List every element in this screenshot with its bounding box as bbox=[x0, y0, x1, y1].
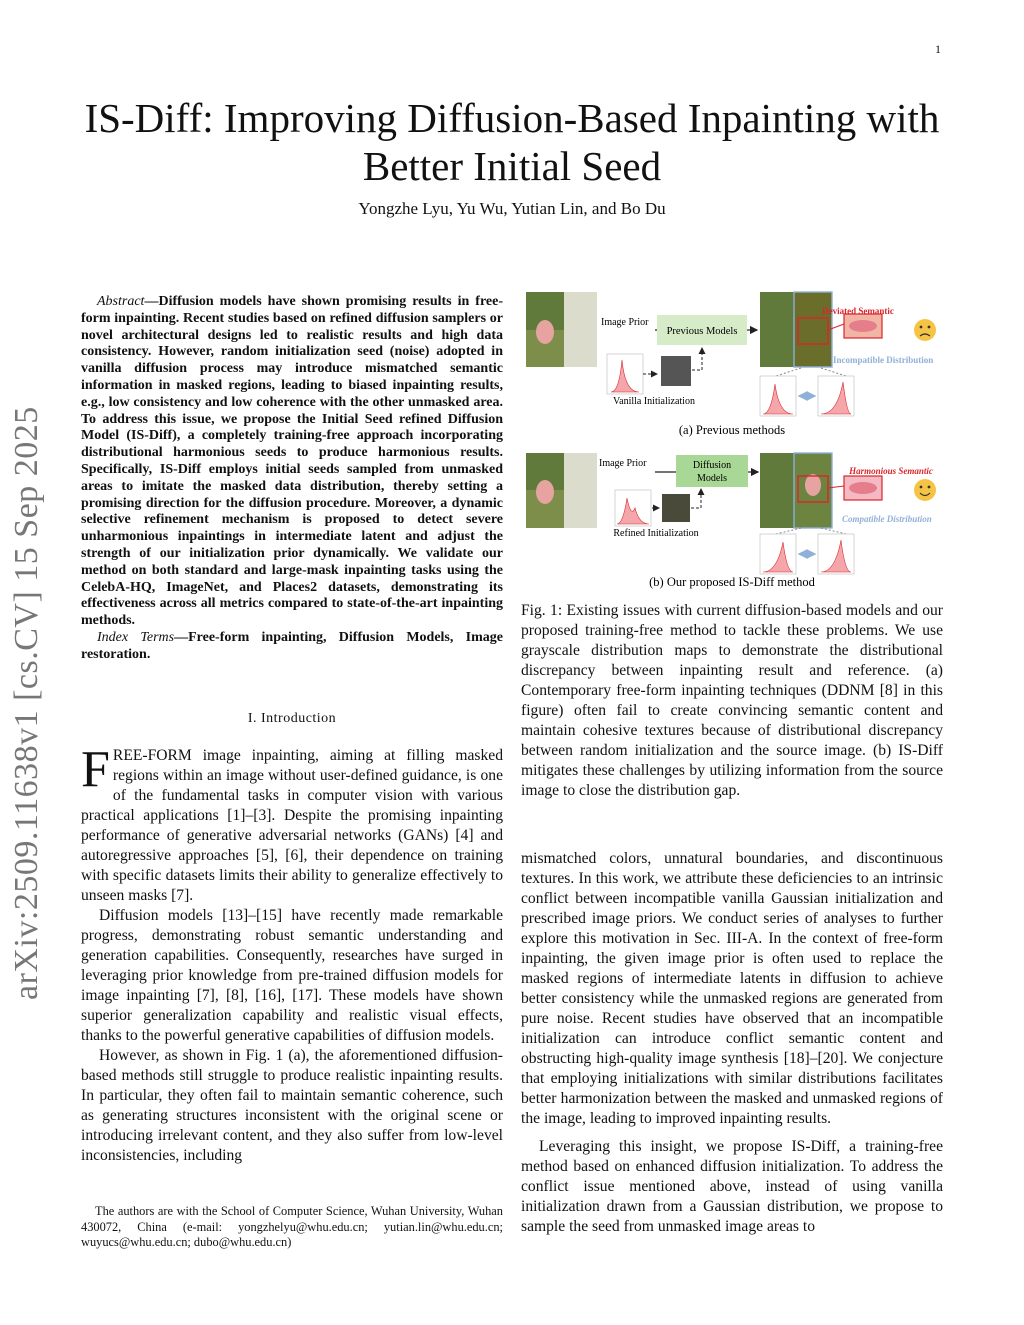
page-number: 1 bbox=[935, 42, 941, 56]
previous-models-label: Previous Models bbox=[666, 326, 738, 337]
incompatible-distribution-label: Incompatible Distribution bbox=[833, 355, 934, 365]
compatible-distribution-label: Compatible Distribution bbox=[842, 514, 932, 524]
abstract: Abstract—Diffusion models have shown promising results in free-form inpainting. Recent studies based on refined diffusion samplers or novel architectural designs led to realistic results and high data consistency. However, random initialization seed (noise) adopted in vanilla diffusion process may introduce mismatched semantic information in masked regions, leading to biased inpainting results, e.g., low consistency and low coherence with the other unmasked area. To address this issue, we propose the Initial Seed refined Diffusion Model (IS-Diff), a completely training-free approach incorporating distributional harmonious seeds to produce harmonious results. Specifically, IS-Diff employs initial seeds sampled from unmasked areas to imitate the masked data distribution, thereby setting a promising direction for the diffusion procedure. Moreover, a dynamic selective refinement mechanism is proposed to detect severe unharmonious inpaintings in intermediate latent and adjust the strength of our initialization prior dynamically. We validate our method on both standard and large-mask inpainting tasks using the CelebA-HQ, ImageNet, and Places2 datasets, demonstrating its effectiveness across all metrics compared to state-of-the-art inpainting methods. Index Terms—Free-form inpainting, Diffusion Models, Image restoration. bbox=[81, 294, 503, 662]
image-prior-label-a: Image Prior bbox=[601, 317, 649, 328]
intro-paragraph-2: Diffusion models [13]–[15] have recently made remarkable progress, demonstrating robust semantic understanding and generation capabilities. Consequently, researches have surged in leveraging prior knowledge from pre-trained diffusion models for image inpainting [7], [8], [16], [17]. These models have shown superior generalization capability and realistic visual effects, thanks to the powerful generative capabilities of diffusion models. bbox=[81, 907, 503, 1044]
right-paragraph-2: Leveraging this insight, we propose IS-Diff, a training-free method based on enhanced diffusion initialization. To address the conflict issue mentioned above, instead of using vanilla initialization drawn from a Gaussian distribution, we propose to sample the seed from unmasked image areas to bbox=[521, 1138, 943, 1235]
output-photo-b bbox=[760, 453, 794, 528]
figure-caption: Fig. 1: Existing issues with current diffusion-based models and our proposed training-free method to tackle these problems. We use grayscale distribution maps to demonstrate the distributional discrepancy between inpainting result and reference. (a) Contemporary free-form inpainting techniques (DDNM [8] in this figure) often fail to create convincing semantic content and maintain cohesive textures because of distributional discrepancy between random initialization and the source image. (b) IS-Diff mitigates these challenges by utilizing information from the source image to close the distribution gap. bbox=[521, 602, 943, 799]
drop-cap: F bbox=[81, 741, 110, 798]
refined-noise-patch bbox=[662, 494, 690, 522]
image-prior-label-b: Image Prior bbox=[599, 458, 647, 469]
paper-title: IS-Diff: Improving Diffusion-Based Inpainting with Better Initial Seed bbox=[84, 95, 940, 189]
index-terms-label: Index Terms bbox=[97, 629, 175, 645]
figure-diagram bbox=[521, 290, 943, 590]
mask-region-b bbox=[564, 453, 597, 528]
introduction-body bbox=[81, 741, 503, 1166]
intro-paragraph-3: However, as shown in Fig. 1 (a), the aforementioned diffusion-based methods still struggle to produce realistic inpainting results. In particular, they often fail to maintain semantic coherence, such as generating structures inconsistent with the original scene or introducing irrelevant content, and they also suffer from low-level inconsistencies, including bbox=[81, 1047, 503, 1164]
subcaption-b: (b) Our proposed IS-Diff method bbox=[649, 575, 815, 589]
index-terms-text: Free-form inpainting, Diffusion Models, Image restoration. bbox=[81, 629, 503, 662]
arxiv-identifier[interactable]: arXiv:2509.11638v1 [cs.CV] 15 Sep 2025 bbox=[8, 406, 45, 1000]
diffusion-models-label-1: Diffusion bbox=[692, 460, 732, 471]
happy-face-icon bbox=[914, 479, 936, 501]
panel-b bbox=[526, 453, 936, 574]
author-footnote: The authors are with the School of Computer Science, Wuhan University, Wuhan 430072, China (e-mail: yongzhelyu@whu.edu.cn; yutian.lin@whu.edu.cn; wuyucs@whu.edu.cn; dubo@whu.edu.cn) bbox=[81, 1204, 503, 1250]
panel-a bbox=[526, 292, 936, 416]
mask-region-a bbox=[564, 292, 597, 367]
section-heading: I. Introduction bbox=[247, 711, 337, 726]
author-list: Yongzhe Lyu, Yu Wu, Yutian Lin, and Bo Du bbox=[358, 199, 666, 218]
vanilla-init-label: Vanilla Initialization bbox=[613, 396, 695, 407]
right-paragraph-1: mismatched colors, unnatural boundaries, and discontinuous textures. In this work, we attribute these deficiencies to an intrinsic conflict between incompatible vanilla Gaussian initialization and prescribed image priors. We conduct series of analyses to further explore this motivation in Sec. III-A. In the context of free-form inpainting, the given image prior is often used to replace the masked regions of intermediate latents in diffusion to achieve better consistency while the unmasked regions are generated from pure noise. Recent studies have observed that an incompatible initialization can introduce conflict semantic content and obstructing high-quality image synthesis [18]–[20]. We conjecture that employing initializations with similar distributions facilitates better harmonization between the masked and unmasked regions of the image, leading to improved inpainting results. bbox=[521, 850, 943, 1127]
refined-init-label: Refined Initialization bbox=[613, 528, 699, 539]
right-column-body bbox=[521, 849, 943, 1237]
subcaption-a: (a) Previous methods bbox=[678, 423, 786, 437]
harmonious-semantic-label: Harmonious Semantic bbox=[849, 466, 933, 476]
sad-face-icon bbox=[914, 319, 936, 341]
diffusion-models-label-2: Models bbox=[697, 473, 727, 484]
figure-1 bbox=[521, 290, 943, 590]
output-photo-a bbox=[760, 292, 794, 367]
abstract-label: Abstract bbox=[97, 294, 145, 309]
abstract-text: Diffusion models have shown promising results in free-form inpainting. Recent studies based on refined diffusion samplers or novel architectural designs led to realistic results and high data consistency. However, random initialization seed (noise) adopted in vanilla diffusion process may introduce mismatched semantic information in masked regions, leading to biased inpainting results, e.g., low consistency and low coherence with the other unmasked area. To address this issue, we propose the Initial Seed refined Diffusion Model (IS-Diff), a completely training-free approach incorporating distributional harmonious seeds to produce harmonious results. Specifically, IS-Diff employs initial seeds sampled from unmasked areas to imitate the masked data distribution, thereby setting a promising direction for the diffusion procedure. Moreover, a dynamic selective refinement mechanism is proposed to detect severe unharmonious inpaintings in intermediate latent and adjust the strength of our initialization prior dynamically. We validate our method on both standard and large-mask inpainting tasks using the CelebA-HQ, ImageNet, and Places2 datasets, demonstrating its effectiveness across all metrics compared to state-of-the-art inpainting methods. bbox=[81, 294, 503, 629]
deviated-semantic-label: Deviated Semantic bbox=[822, 306, 894, 316]
noise-patch-a bbox=[661, 356, 691, 386]
intro-paragraph-1: REE-FORM image inpainting, aiming at filling masked regions within an image without user-defined guidance, is one of the fundamental tasks in computer vision with various practical applications [1]–[3]. Despite the promising inpainting performance of generative adversarial networks (GANs) [4] and autoregressive approaches [5], [6], their dependence on training with specific datasets limits their ability to generalize effectively to unseen masks [7]. bbox=[81, 747, 503, 904]
